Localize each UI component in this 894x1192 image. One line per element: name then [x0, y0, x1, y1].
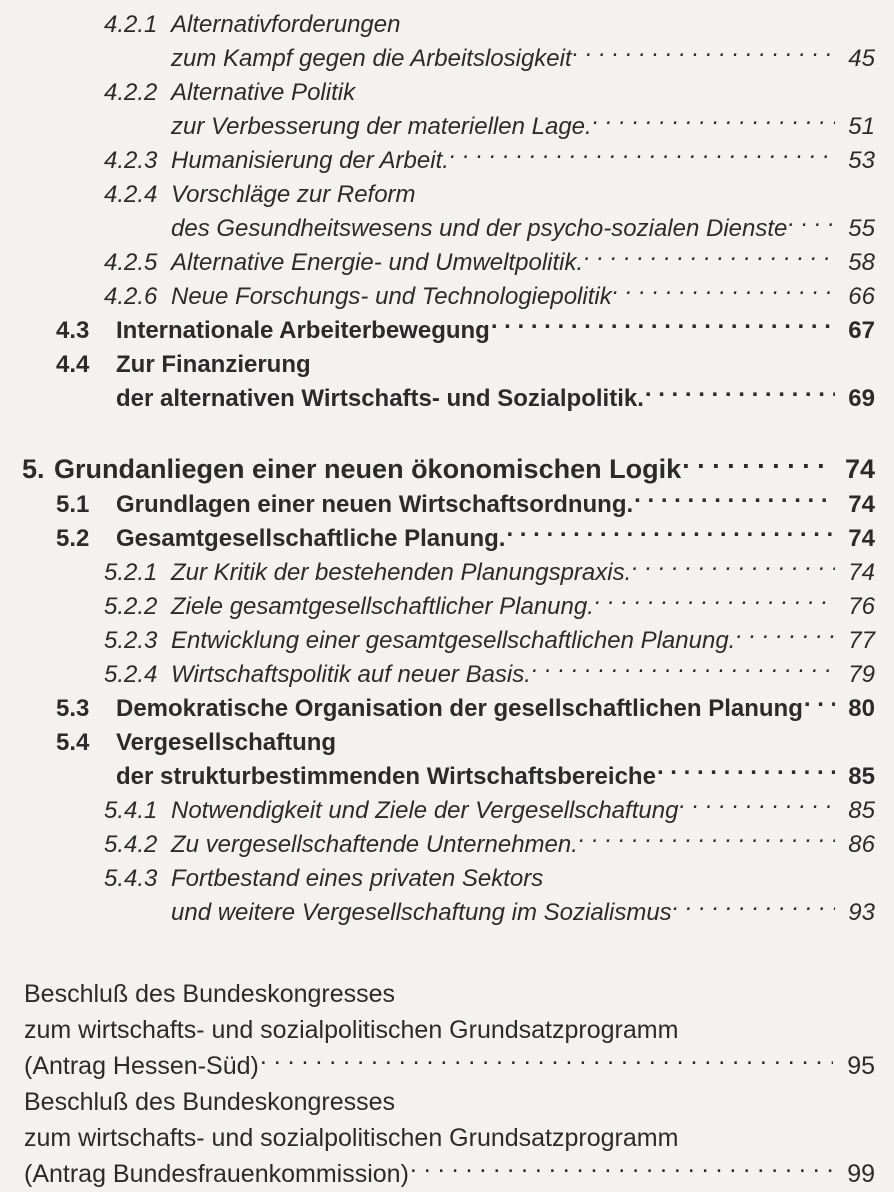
toc-entry[interactable] [0, 246, 875, 280]
toc-entry-number: 5.4 [56, 729, 90, 756]
toc-entry-number: 5.2.1 [104, 559, 158, 586]
toc-dot-leader [632, 556, 835, 580]
toc-entry[interactable] [0, 450, 875, 488]
toc-entry-number: 4.2.6 [104, 283, 158, 310]
toc-entry[interactable] [0, 382, 875, 416]
toc-dot-leader [645, 382, 835, 406]
toc-dot-leader [401, 8, 835, 32]
toc-entry-page-number: 45 [848, 45, 875, 72]
toc-entry-page-number: 77 [848, 627, 875, 654]
toc-entry[interactable] [0, 1012, 875, 1048]
toc-entry[interactable] [0, 726, 875, 760]
toc-entry[interactable] [0, 8, 875, 42]
toc-entry-title: Zu vergesellschaftende Unternehmen. [171, 831, 578, 858]
toc-dot-leader [584, 246, 835, 270]
toc-entry-page-number: 85 [848, 797, 875, 824]
toc-entry[interactable] [0, 658, 875, 692]
toc-entry-page-number: 99 [847, 1160, 875, 1188]
toc-dot-leader [260, 1049, 833, 1074]
toc-entry-page-number: 74 [848, 525, 875, 552]
toc-entry-title: Grundlagen einer neuen Wirtschaftsordnung. [116, 491, 634, 518]
toc-entry-title: Wirtschaftspolitik auf neuer Basis. [171, 661, 531, 688]
toc-entry-title: Beschluß des Bundeskongresses [24, 1088, 396, 1116]
toc-dot-leader [356, 76, 835, 100]
toc-entry-title: Zur Finanzierung [116, 351, 311, 378]
toc-entry-page-number: 58 [848, 249, 875, 276]
toc-entry-page-number: 86 [848, 831, 875, 858]
toc-entry-number: 4.2.2 [104, 79, 158, 106]
toc-entry[interactable] [0, 348, 875, 382]
toc-entry[interactable] [0, 144, 875, 178]
toc-entry[interactable] [0, 1048, 875, 1084]
toc-entry[interactable] [0, 976, 875, 1012]
toc-entry-title: Beschluß des Bundeskongresses [24, 980, 396, 1008]
section-spacer [0, 416, 875, 450]
toc-dot-leader [506, 522, 835, 546]
toc-entry-number: 4.4 [56, 351, 90, 378]
toc-entry-title: Demokratische Organisation der gesellschaftlichen Planung [116, 695, 803, 722]
toc-entry-number: 5.2.3 [104, 627, 158, 654]
toc-entry-page-number: 74 [848, 491, 875, 518]
toc-entry-title: zum Kampf gegen die Arbeitslosigkeit [171, 45, 572, 72]
toc-entry[interactable] [0, 76, 875, 110]
toc-entry[interactable] [0, 280, 875, 314]
toc-entry-number: 4.2.5 [104, 249, 158, 276]
toc-entry-number: 4.3 [56, 317, 90, 344]
toc-entry-title: Neue Forschungs- und Technologiepolitik [171, 283, 612, 310]
toc-entry-title: Alternative Energie- und Umweltpolitik. [171, 249, 584, 276]
toc-entry[interactable] [0, 1156, 875, 1192]
top-spacer [0, 0, 875, 8]
toc-entry-number: 4.2.3 [104, 147, 158, 174]
toc-dot-leader [673, 896, 835, 920]
toc-entry-number: 5. [22, 454, 45, 484]
toc-entry[interactable] [0, 862, 875, 896]
toc-entry-title: und weitere Vergesellschaftung im Sozialismus [171, 899, 672, 926]
toc-entry-number: 5.4.1 [104, 797, 158, 824]
toc-entry[interactable] [0, 110, 875, 144]
toc-dot-leader [410, 1157, 833, 1182]
toc-entry-title: der alternativen Wirtschafts- und Sozialpolitik. [116, 385, 644, 412]
toc-dot-leader [337, 726, 835, 750]
toc-entry-page-number: 93 [848, 899, 875, 926]
toc-entry-page-number: 74 [844, 454, 875, 484]
toc-dot-leader [679, 1013, 833, 1038]
toc-entry-title: Fortbestand eines privaten Sektors [171, 865, 544, 892]
toc-dot-leader [312, 348, 835, 372]
toc-dot-leader [593, 110, 835, 134]
toc-dot-leader [657, 760, 835, 784]
toc-entry-title: zur Verbesserung der materiellen Lage. [171, 113, 592, 140]
toc-entry[interactable] [0, 522, 875, 556]
toc-dot-leader [579, 828, 835, 852]
toc-entry-number: 5.4.3 [104, 865, 158, 892]
toc-entry-title: zum wirtschafts- und sozialpolitischen Grundsatzprogramm [24, 1016, 679, 1044]
toc-entry-title: Entwicklung einer gesamtgesellschaftlichen Planung. [171, 627, 736, 654]
toc-dot-leader [736, 624, 835, 648]
toc-entry-page-number: 69 [848, 385, 875, 412]
toc-entry-number: 5.4.2 [104, 831, 158, 858]
toc-dot-leader [634, 488, 835, 512]
toc-entry-page-number: 67 [848, 317, 875, 344]
toc-entry-page-number: 76 [848, 593, 875, 620]
toc-entry-title: Grundanliegen einer neuen ökonomischen Logik [54, 454, 682, 484]
toc-entry[interactable] [0, 692, 875, 726]
toc-dot-leader [679, 794, 835, 818]
toc-entry-number: 5.2.4 [104, 661, 158, 688]
toc-entry[interactable] [0, 488, 875, 522]
toc-entry[interactable] [0, 556, 875, 590]
toc-entry[interactable] [0, 1084, 875, 1120]
toc-entry-page-number: 95 [847, 1052, 875, 1080]
toc-entry-title: Notwendigkeit und Ziele der Vergesellschaftung [171, 797, 679, 824]
toc-entry[interactable] [0, 760, 875, 794]
toc-entry-page-number: 85 [848, 763, 875, 790]
toc-entry[interactable] [0, 178, 875, 212]
toc-dot-leader [544, 862, 835, 886]
toc-entry-page-number: 66 [848, 283, 875, 310]
toc-dot-leader [417, 178, 835, 202]
toc-entry-title: Alternative Politik [171, 79, 356, 106]
toc-entry-title: Zur Kritik der bestehenden Planungspraxis. [171, 559, 632, 586]
toc-entry[interactable] [0, 590, 875, 624]
toc-entry[interactable] [0, 896, 875, 930]
toc-entry-number: 5.1 [56, 491, 90, 518]
toc-entry-page-number: 80 [848, 695, 875, 722]
toc-entry[interactable] [0, 794, 875, 828]
toc-dot-leader [679, 1121, 833, 1146]
toc-dot-leader [595, 590, 835, 614]
toc-entry-page-number: 74 [848, 559, 875, 586]
toc-entry-title: des Gesundheitswesens und der psycho-sozialen Dienste [171, 215, 788, 242]
toc-entry-title: Vorschläge zur Reform [171, 181, 416, 208]
toc-entry-number: 4.2.4 [104, 181, 158, 208]
toc-entry-page-number: 53 [848, 147, 875, 174]
toc-dot-leader [788, 212, 835, 236]
toc-dot-leader [491, 314, 835, 338]
toc-entry[interactable] [0, 42, 875, 76]
toc-entry-title: Internationale Arbeiterbewegung [116, 317, 490, 344]
toc-entry-title: Alternativforderungen [171, 11, 401, 38]
toc-dot-leader [396, 1085, 833, 1110]
toc-entry-page-number: 79 [848, 661, 875, 688]
toc-dot-leader [396, 977, 833, 1002]
toc-entry-title: Vergesellschaftung [116, 729, 337, 756]
toc-dot-leader [682, 451, 831, 478]
toc-entry-title: (Antrag Bundesfrauenkommission) [24, 1160, 409, 1188]
toc-entry-number: 5.2 [56, 525, 90, 552]
toc-entry[interactable] [0, 828, 875, 862]
toc-entry-title: der strukturbestimmenden Wirtschaftsbereiche [116, 763, 656, 790]
toc-entry[interactable] [0, 212, 875, 246]
toc-entry-number: 4.2.1 [104, 11, 158, 38]
toc-dot-leader [532, 658, 835, 682]
toc-entry[interactable] [0, 624, 875, 658]
toc-dot-leader [573, 42, 835, 66]
toc-entry-title: Humanisierung der Arbeit. [171, 147, 449, 174]
toc-entry-title: zum wirtschafts- und sozialpolitischen Grundsatzprogramm [24, 1124, 679, 1152]
toc-entry-title: Ziele gesamtgesellschaftlicher Planung. [171, 593, 594, 620]
toc-entry-title: (Antrag Hessen-Süd) [24, 1052, 259, 1080]
toc-dot-leader [450, 144, 835, 168]
toc-entry[interactable] [0, 1120, 875, 1156]
toc-dot-leader [804, 692, 835, 716]
toc-entry-title: Gesamtgesellschaftliche Planung. [116, 525, 506, 552]
section-spacer [0, 930, 875, 976]
toc-dot-leader [613, 280, 835, 304]
toc-entry-page-number: 51 [848, 113, 875, 140]
toc-entry-number: 5.3 [56, 695, 90, 722]
toc-entry[interactable] [0, 314, 875, 348]
toc-entry-number: 5.2.2 [104, 593, 158, 620]
toc-entry-page-number: 55 [848, 215, 875, 242]
